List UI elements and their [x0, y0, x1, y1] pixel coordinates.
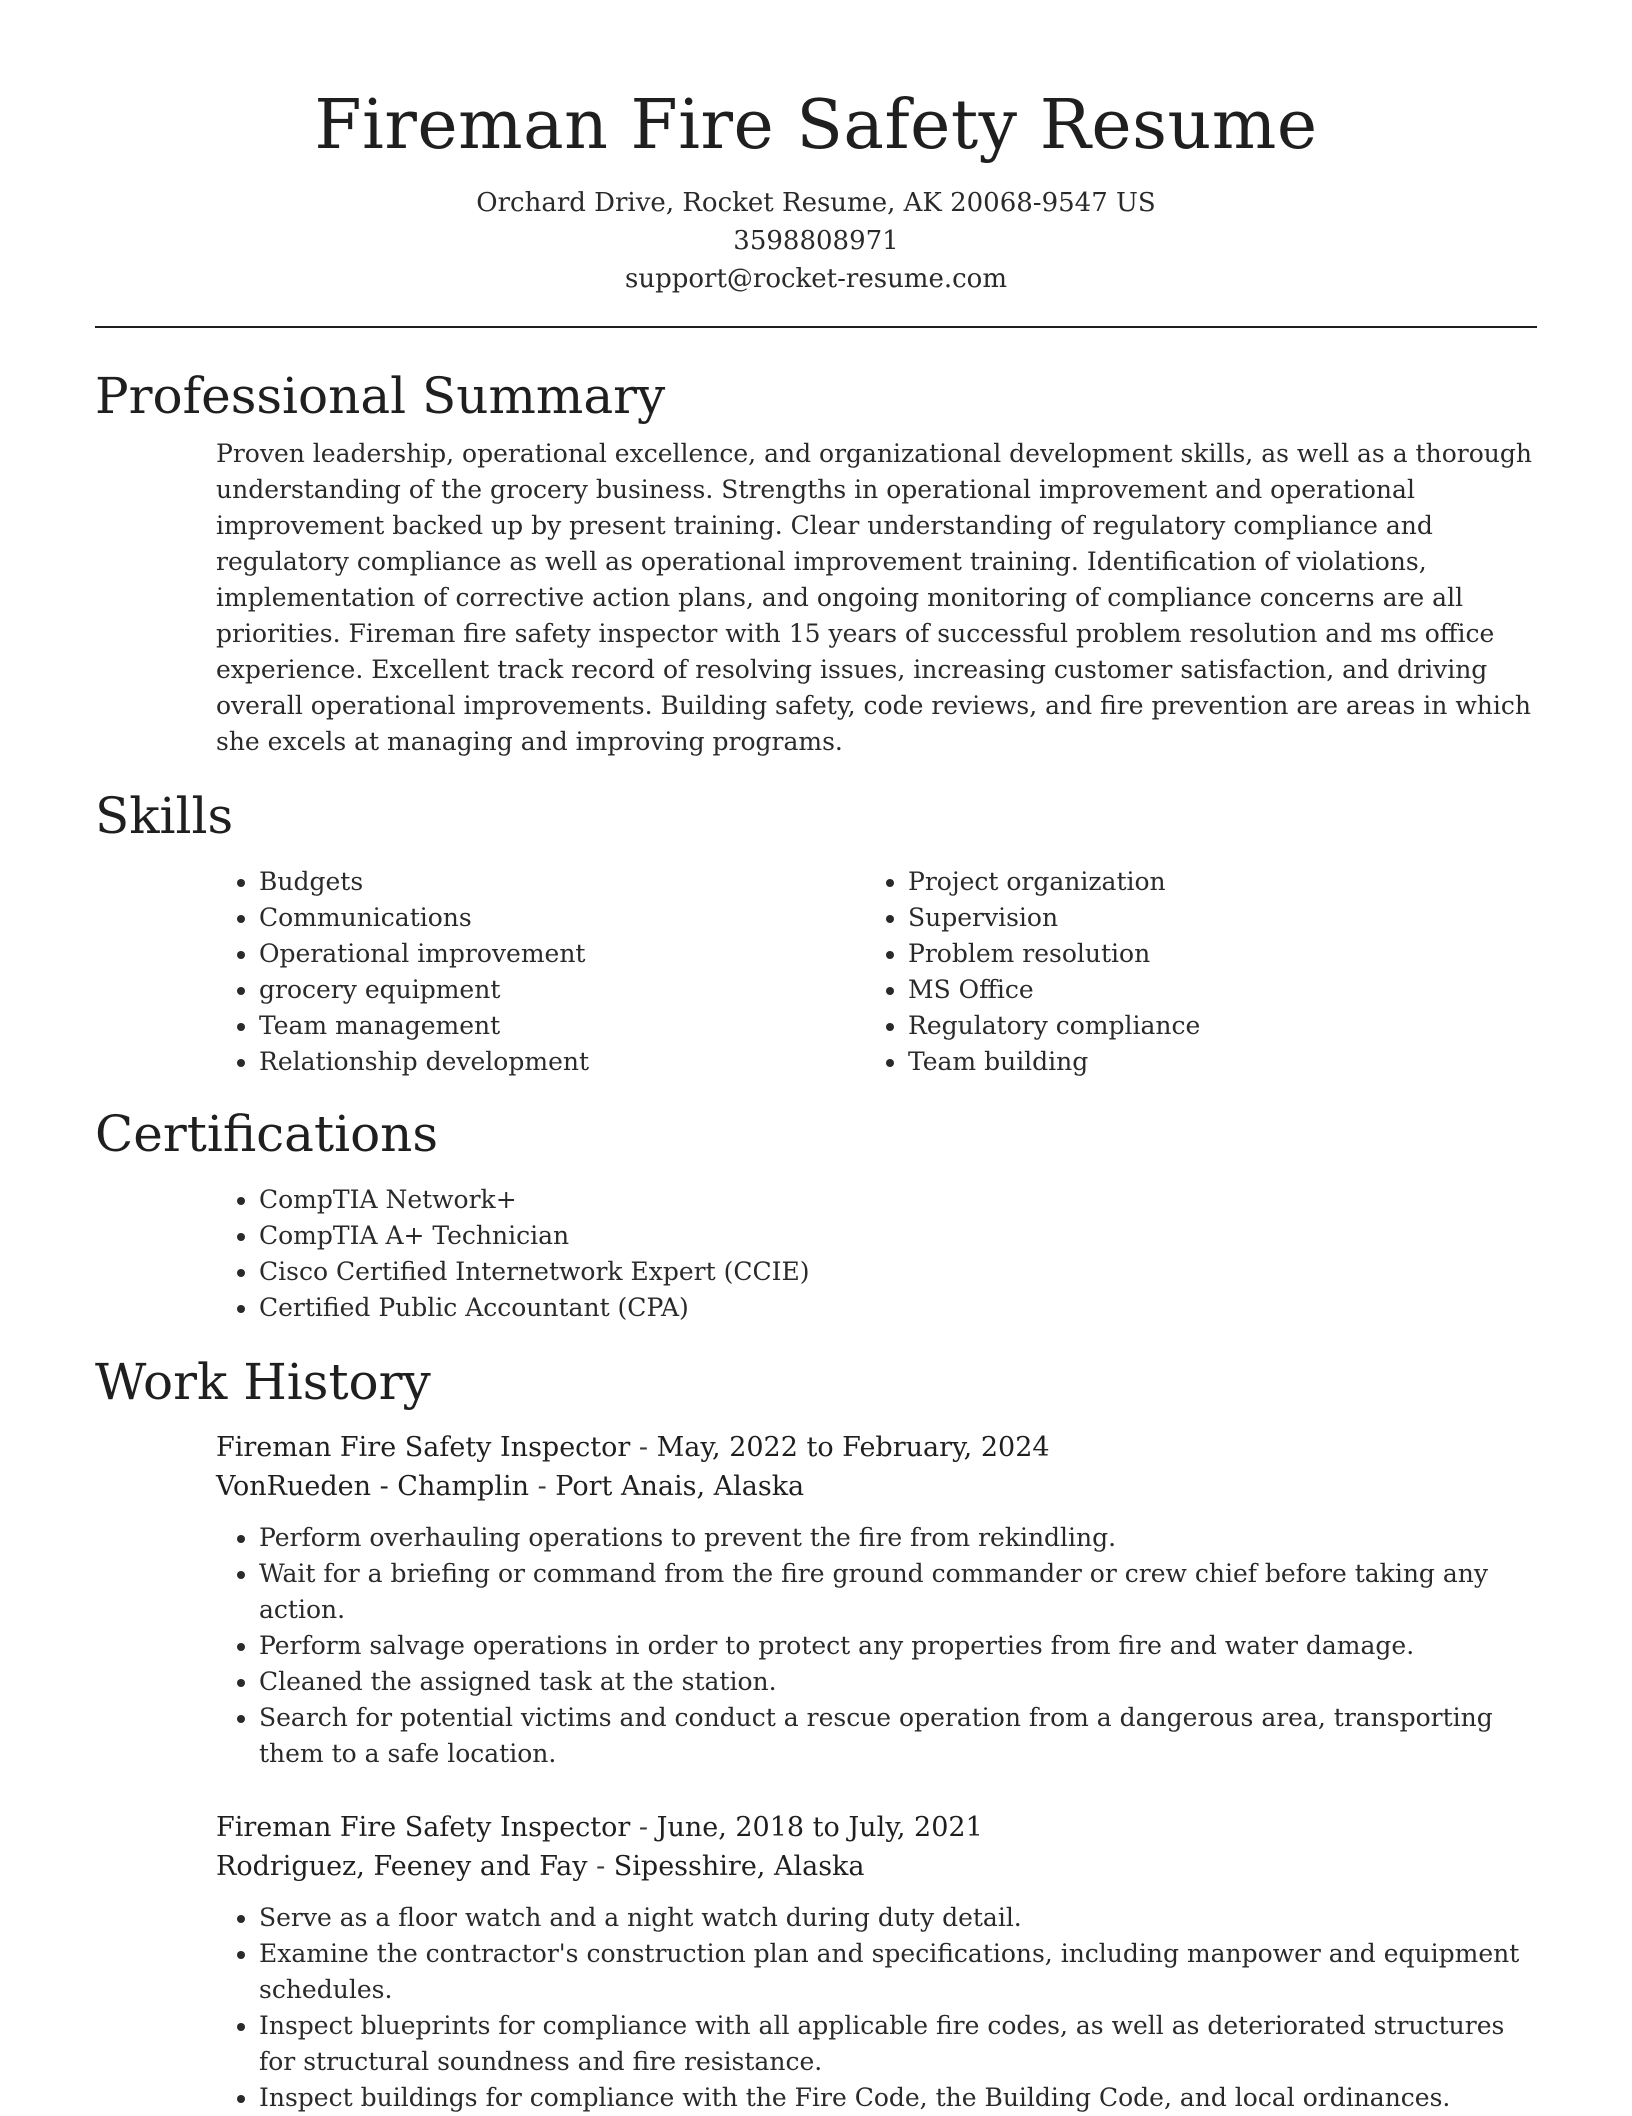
skill-item: • grocery equipment [259, 972, 744, 1008]
summary-section [95, 364, 1537, 760]
work-history-section [95, 1350, 1537, 2116]
job-company-line [216, 1847, 1537, 1886]
skill-item: • Team building [908, 1044, 1508, 1080]
skill-item: • MS Office [908, 972, 1508, 1008]
job-location: Sipesshire, Alaska [613, 1851, 865, 1882]
job-duty: • Cleaned the assigned task at the station. [259, 1664, 1537, 1700]
skill-item: • Supervision [908, 900, 1508, 936]
job-company: Rodriguez, Feeney and Fay [216, 1851, 588, 1882]
job-duty: • Wait for a briefing or command from the fire ground commander or crew chief before taking any action. [259, 1556, 1537, 1628]
skill-item: • Operational improvement [259, 936, 744, 972]
header-divider [95, 326, 1537, 328]
job-duties-list [216, 1900, 1537, 2116]
certifications-heading: Certifications [95, 1105, 439, 1163]
skills-section [95, 784, 1537, 1080]
skills-heading: Skills [95, 787, 234, 845]
certification-item: • CompTIA Network+ [259, 1182, 1537, 1218]
contact-block [95, 184, 1537, 298]
job-duty: • Examine the contractor's construction plan and specifications, including manpower and equipment schedules. [259, 1936, 1537, 2008]
certification-item: • Certified Public Accountant (CPA) [259, 1290, 1537, 1326]
job-duties-list [216, 1520, 1537, 1772]
skill-item: • Budgets [259, 864, 744, 900]
skill-item: • Problem resolution [908, 936, 1508, 972]
skills-columns [95, 864, 1537, 1080]
job-company-line [216, 1467, 1537, 1506]
job-dates: June, 2018 to July, 2021 [656, 1812, 983, 1843]
job-duty: • Search for potential victims and conduct a rescue operation from a dangerous area, transporting them to a safe location. [259, 1700, 1537, 1772]
skill-item: • Regulatory compliance [908, 1008, 1508, 1044]
resume-name: Fireman Fire Safety Resume [314, 86, 1318, 165]
job-title: Fireman Fire Safety Inspector [216, 1432, 631, 1463]
skill-item: • Relationship development [259, 1044, 744, 1080]
job-title: Fireman Fire Safety Inspector [216, 1812, 631, 1843]
job-location: Port Anais, Alaska [555, 1471, 805, 1502]
summary-text: Proven leadership, operational excellence, and organizational development skills, as well as a thorough understanding of the grocery business. Strengths in operational improvement and operational improvement backed up by present training. Clear understanding of regulatory compliance and regulatory compliance as well as operational improvement training. Identification of violations, implementation of corrective action plans, and ongoing monitoring of compliance concerns are all priorities. Fireman fire safety inspector with 15 years of successful problem resolution and ms office experience. Excellent track record of resolving issues, increasing customer satisfaction, and driving overall operational improvements. Building safety, code reviews, and fire prevention are areas in which she excels at managing and improving programs. [216, 439, 1532, 756]
summary-heading: Professional Summary [95, 367, 666, 425]
job-separator: - [587, 1851, 614, 1882]
job-title-line [216, 1428, 1537, 1467]
job-separator: - [630, 1812, 657, 1843]
skills-list-right [744, 864, 1508, 1080]
job-title-line [216, 1808, 1537, 1847]
skill-item: • Project organization [908, 864, 1508, 900]
certification-item: • Cisco Certified Internetwork Expert (CCIE) [259, 1254, 1537, 1290]
contact-phone: 3598808971 [733, 226, 899, 256]
skill-item: • Communications [259, 900, 744, 936]
job-duty: • Perform overhauling operations to prevent the fire from rekindling. [259, 1520, 1537, 1556]
work-history-heading: Work History [95, 1353, 431, 1411]
job-duty: • Serve as a floor watch and a night watch during duty detail. [259, 1900, 1537, 1936]
contact-email: support@rocket-resume.com [624, 264, 1007, 294]
certifications-list [95, 1182, 1537, 1326]
job-duty: • Inspect blueprints for compliance with all applicable fire codes, as well as deteriorated structures for structural soundness and fire resistance. [259, 2008, 1537, 2080]
certification-item: • CompTIA A+ Technician [259, 1218, 1537, 1254]
skills-list-left [95, 864, 744, 1080]
resume-page [95, 0, 1537, 2116]
contact-address: Orchard Drive, Rocket Resume, AK 20068-9547 US [476, 188, 1156, 218]
job-duty: • Perform salvage operations in order to protect any properties from fire and water damage. [259, 1628, 1537, 1664]
job-entry [216, 1428, 1537, 1772]
skill-item: • Team management [259, 1008, 744, 1044]
job-dates: May, 2022 to February, 2024 [656, 1432, 1050, 1463]
job-company: VonRueden - Champlin [216, 1471, 529, 1502]
job-separator: - [529, 1471, 556, 1502]
job-entry [216, 1808, 1537, 2116]
job-duty: • Inspect buildings for compliance with the Fire Code, the Building Code, and local ordinances. [259, 2080, 1537, 2116]
certifications-section [95, 1102, 1537, 1326]
job-separator: - [630, 1432, 657, 1463]
